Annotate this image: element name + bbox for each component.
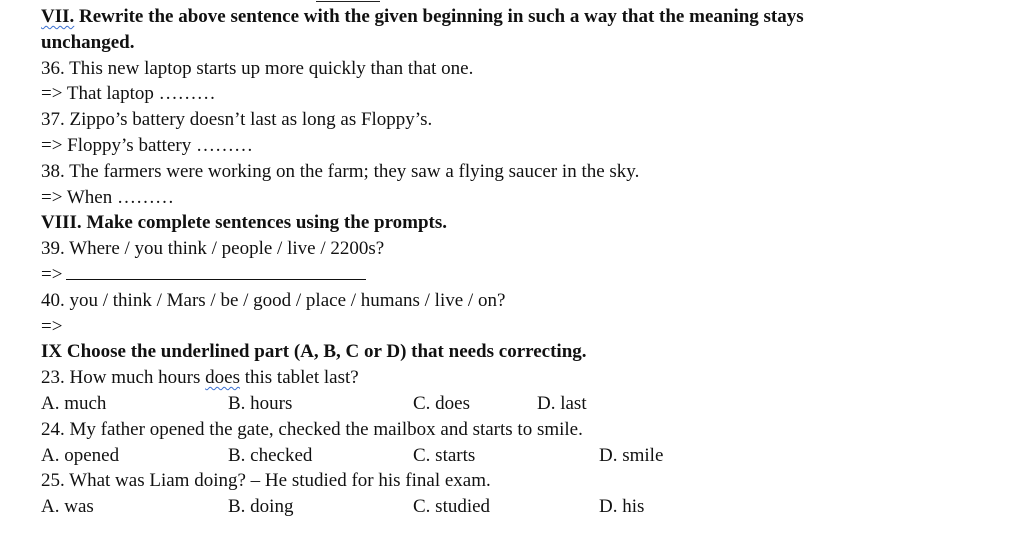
answer-37: => Floppy’s battery ……… — [41, 134, 253, 156]
q25-option-b: B. doing — [228, 496, 294, 518]
question-23-post: this tablet last? — [239, 367, 359, 389]
top-underline-fragment — [316, 1, 380, 2]
question-23 — [41, 365, 1001, 391]
section-7-heading-text: Rewrite the above sentence with the given beginning in such a way that the meaning stays — [74, 6, 804, 27]
q24-option-d: D. smile — [599, 444, 664, 466]
section-7-roman: VII. — [41, 6, 75, 27]
question-40: 40. you / think / Mars / be / good / place / humans / live / on? — [41, 289, 506, 311]
answer-39-blank-line — [66, 263, 366, 280]
section-7-heading — [41, 4, 1001, 30]
section-7-heading-cont: unchanged. — [41, 31, 135, 53]
worksheet-page — [41, 4, 1001, 520]
question-25-options — [41, 494, 1001, 520]
q23-option-d: D. last — [537, 392, 587, 414]
question-23-options — [41, 391, 1001, 417]
question-39: 39. Where / you think / people / live / 2200s? — [41, 238, 385, 260]
q25-option-c: C. studied — [413, 496, 491, 518]
q24-option-c: C. starts — [413, 444, 476, 466]
q25-option-a: A. was — [41, 496, 94, 518]
question-38: 38. The farmers were working on the farm; they saw a flying saucer in the sky. — [41, 160, 640, 182]
question-24-options — [41, 443, 1001, 469]
answer-38: => When ……… — [41, 186, 174, 208]
q23-option-b: B. hours — [228, 392, 293, 414]
section-9-heading: IX Choose the underlined part (A, B, C or D) that needs correcting. — [41, 341, 587, 363]
question-36: 36. This new laptop starts up more quickly than that one. — [41, 57, 474, 79]
q25-option-d: D. his — [599, 496, 645, 518]
answer-36: => That laptop ……… — [41, 83, 216, 105]
answer-39-prompt: => — [41, 263, 63, 285]
q23-option-a: A. much — [41, 392, 107, 414]
q23-option-c: C. does — [413, 392, 470, 414]
answer-39-row — [41, 262, 1001, 288]
question-24: 24. My father opened the gate, checked the mailbox and starts to smile. — [41, 418, 583, 440]
q24-option-a: A. opened — [41, 444, 120, 466]
q24-option-b: B. checked — [228, 444, 313, 466]
question-23-flagged-word: does — [205, 367, 240, 389]
question-25: 25. What was Liam doing? – He studied for his final exam. — [41, 470, 491, 492]
question-37: 37. Zippo’s battery doesn’t last as long as Floppy’s. — [41, 109, 433, 131]
section-8-heading: VIII. Make complete sentences using the prompts. — [41, 212, 448, 234]
question-23-pre: 23. How much hours — [41, 367, 206, 389]
answer-40: => — [41, 315, 63, 337]
